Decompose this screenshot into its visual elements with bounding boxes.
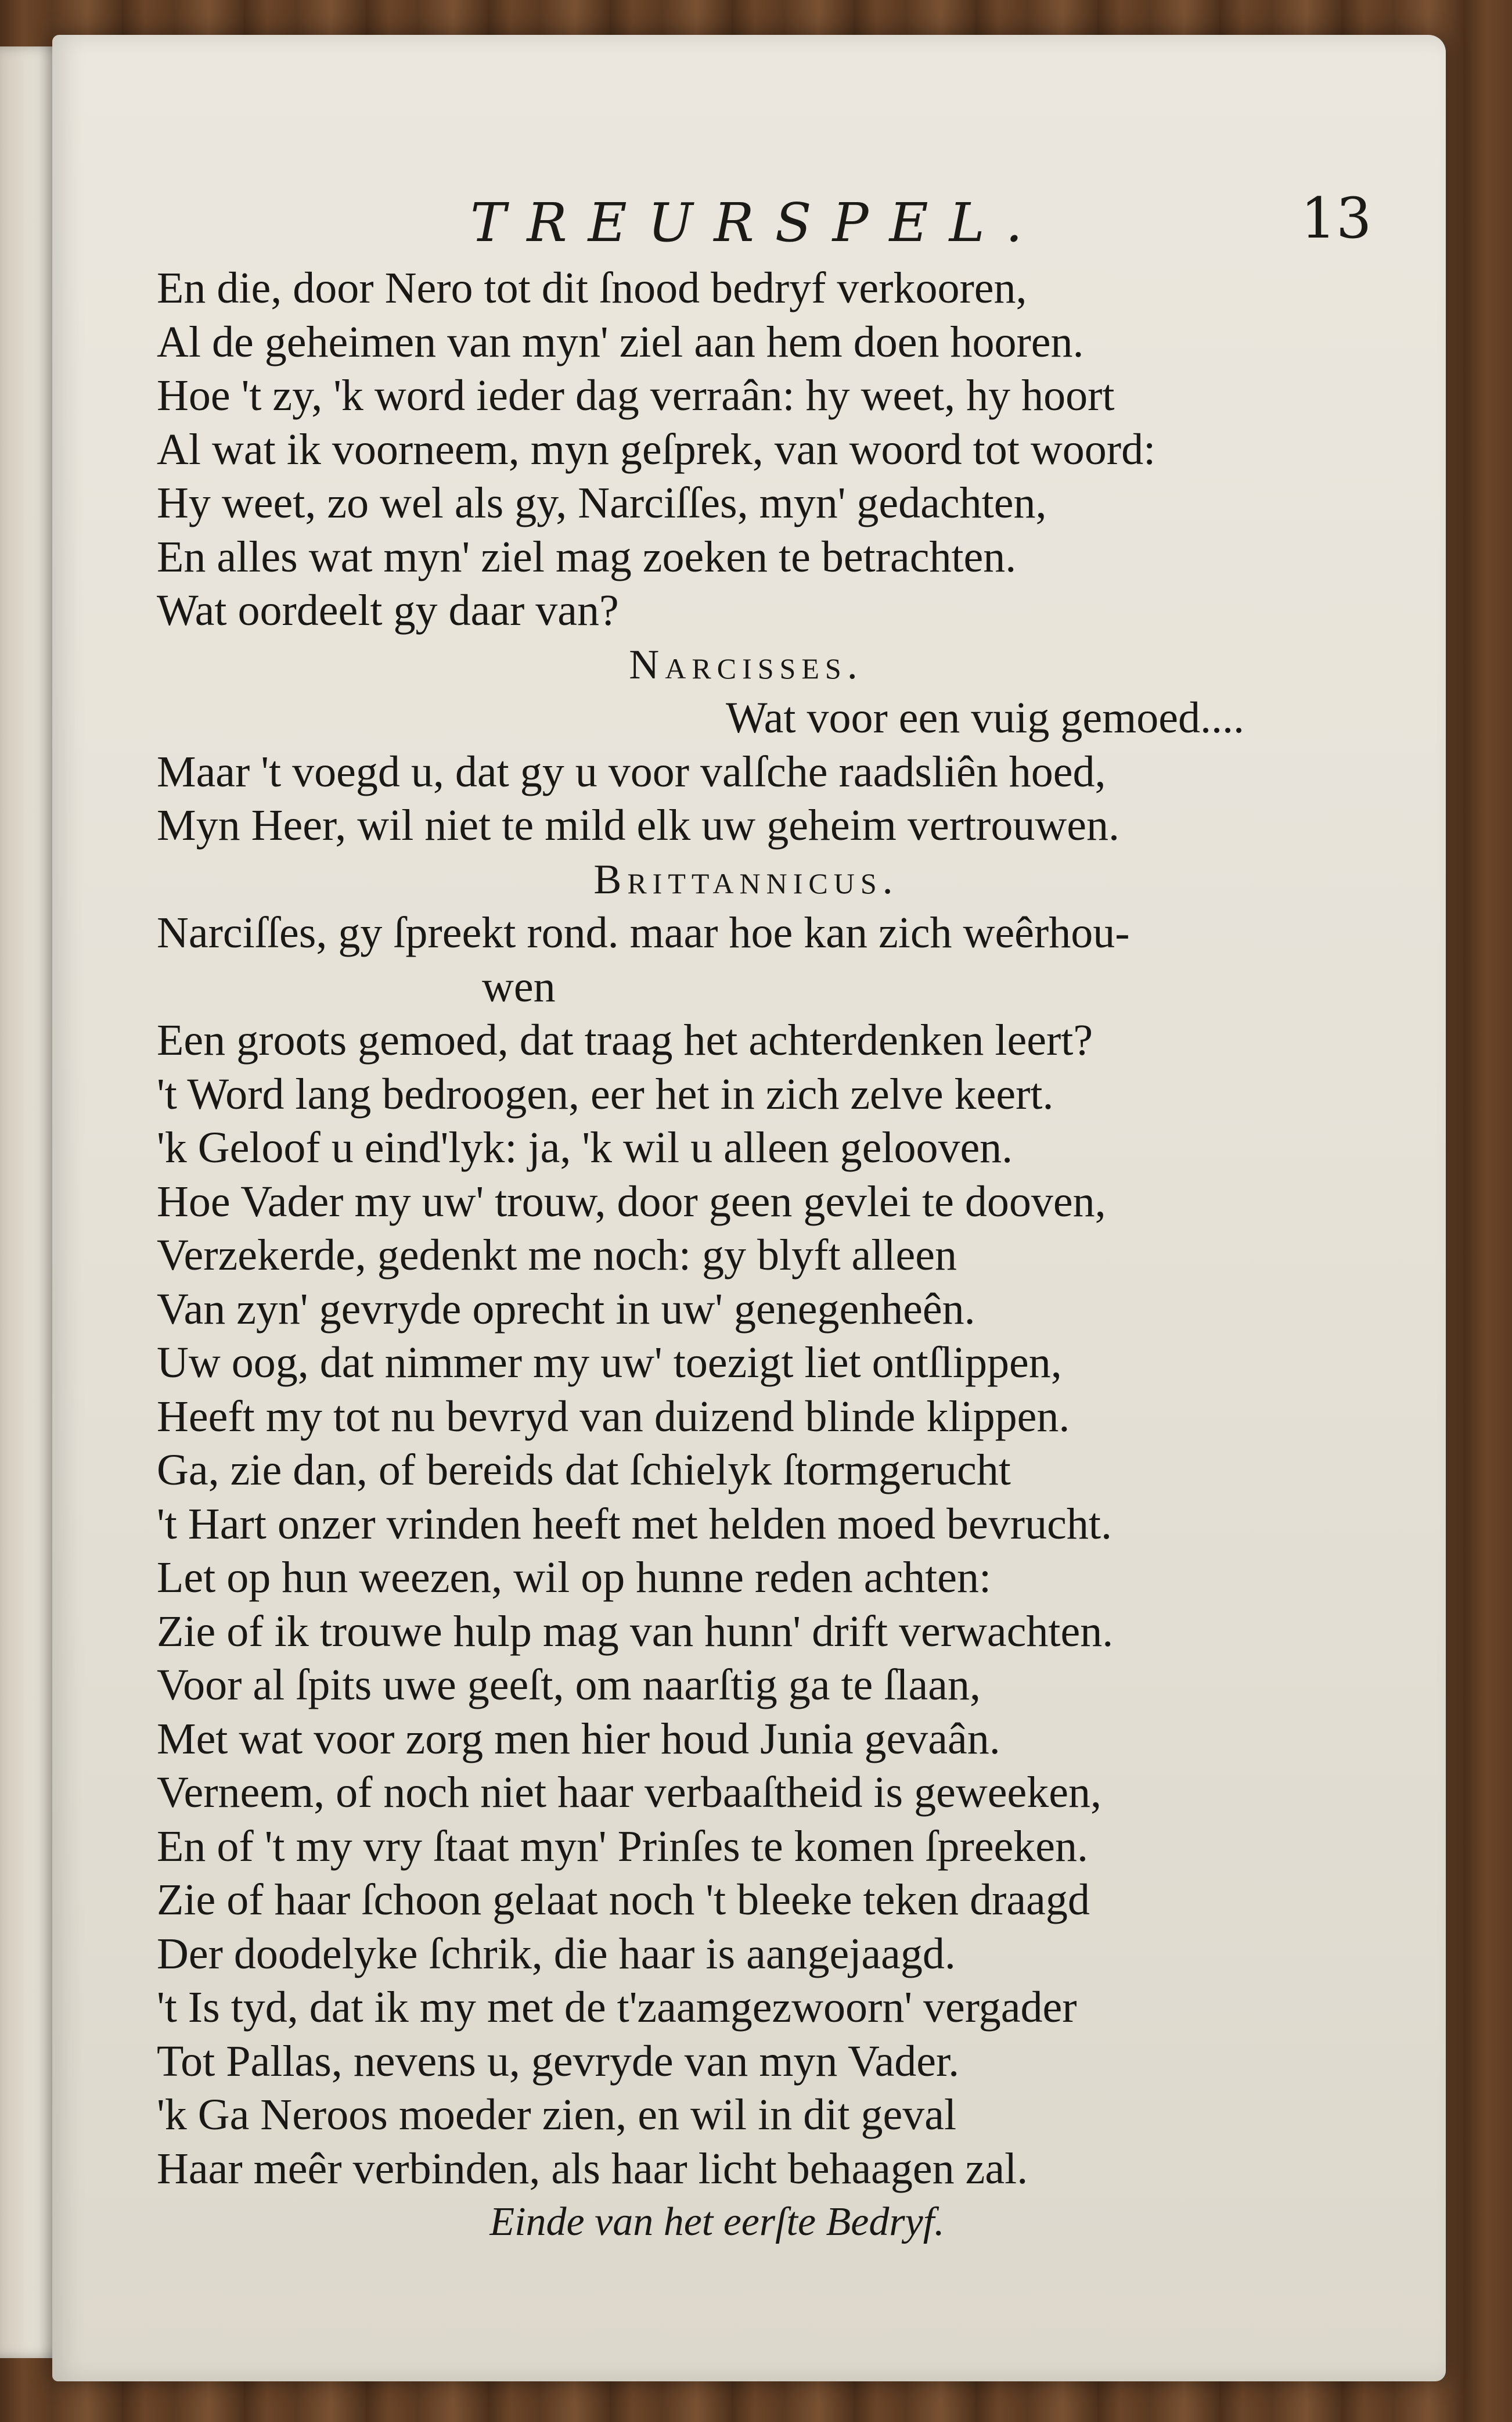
verse-line: Hy weet, zo wel als gy, Narciſſes, myn' gedachten, <box>157 479 1047 527</box>
verse-line: Wat oordeelt gy daar van? <box>157 586 619 635</box>
speaker-heading: Narcisses. <box>629 641 863 688</box>
verse-line: Uw oog, dat nimmer my uw' toezigt liet ontſlippen, <box>157 1338 1062 1387</box>
verse-line: En of 't my vry ſtaat myn' Prinſes te komen ſpreeken. <box>157 1821 1089 1871</box>
verse-line: En die, door Nero tot dit ſnood bedryf verkooren, <box>157 264 1027 312</box>
verse-line: 'k Ga Neroos moeder zien, en wil in dit geval <box>157 2090 957 2139</box>
verse-line: Tot Pallas, nevens u, gevryde van myn Vader. <box>157 2036 960 2086</box>
verse-line: Heeft my tot nu bevryd van duizend blinde klippen. <box>157 1392 1070 1441</box>
verse-line: Zie of ik trouwe hulp mag van hunn' drift verwachten. <box>157 1607 1114 1656</box>
verse-line: Verneem, of noch niet haar verbaaſtheid is geweeken, <box>157 1768 1101 1817</box>
verse-line: Hoe Vader my uw' trouw, door geen gevlei te dooven, <box>157 1177 1106 1226</box>
verse-line: 't Is tyd, dat ik my met de t'zaamgezwoorn' vergader <box>157 1983 1077 2032</box>
verse-line: En alles wat myn' ziel mag zoeken te betrachten. <box>157 532 1017 581</box>
verse-line: Wat voor een vuig gemoed.... <box>726 693 1244 742</box>
verse-line: Narciſſes, gy ſpreekt rond. maar hoe kan zich weêrhou- <box>157 908 1130 957</box>
verse-text <box>157 261 1405 2249</box>
speaker-heading: Brittannicus. <box>593 856 899 903</box>
verse-line: Ga, zie dan, of bereids dat ſchielyk ſtormgerucht <box>157 1446 1011 1494</box>
verse-line: 't Word lang bedroogen, eer het in zich zelve keert. <box>157 1069 1054 1119</box>
verse-line-continuation: wen <box>482 962 556 1011</box>
book-page <box>52 35 1446 2381</box>
verse-line: 't Hart onzer vrinden heeft met helden moed bevrucht. <box>157 1499 1112 1548</box>
verse-line: Zie of haar ſchoon gelaat noch 't bleeke teken draagd <box>157 1875 1090 1924</box>
verse-line: Van zyn' gevryde oprecht in uw' genegenheên. <box>157 1284 975 1334</box>
verse-line: Haar meêr verbinden, als haar licht behaagen zal. <box>157 2144 1028 2193</box>
verse-line: Een groots gemoed, dat traag het achterdenken leert? <box>157 1016 1093 1065</box>
page-header <box>52 186 1446 261</box>
verse-line: Hoe 't zy, 'k word ieder dag verraân: hy weet, hy hoort <box>157 371 1115 420</box>
verse-line: 'k Geloof u eind'lyk: ja, 'k wil u alleen gelooven. <box>157 1123 1013 1172</box>
verse-line: Voor al ſpits uwe geeſt, om naarſtig ga te ſlaan, <box>157 1661 981 1709</box>
verse-line: Met wat voor zorg men hier houd Junia gevaân. <box>157 1714 1000 1763</box>
verse-line: Maar 't voegd u, dat gy u voor valſche raadsliên hoed, <box>157 747 1106 796</box>
verse-line: Al de geheimen van myn' ziel aan hem doen hooren. <box>157 317 1084 366</box>
verse-line: Verzekerde, gedenkt me noch: gy blyft alleen <box>157 1231 957 1280</box>
verse-line: Myn Heer, wil niet te mild elk uw geheim vertrouwen. <box>157 801 1119 850</box>
act-ending: Einde van het eerſte Bedryf. <box>489 2200 945 2244</box>
page-number: 13 <box>1301 186 1372 251</box>
running-head: TREURSPEL. <box>470 192 1044 254</box>
verse-line: Al wat ik voorneem, myn geſprek, van woord tot woord: <box>157 425 1156 474</box>
verse-line: Let op hun weezen, wil op hunne reden achten: <box>157 1553 992 1602</box>
verse-line: Der doodelyke ſchrik, die haar is aangejaagd. <box>157 1929 956 1978</box>
